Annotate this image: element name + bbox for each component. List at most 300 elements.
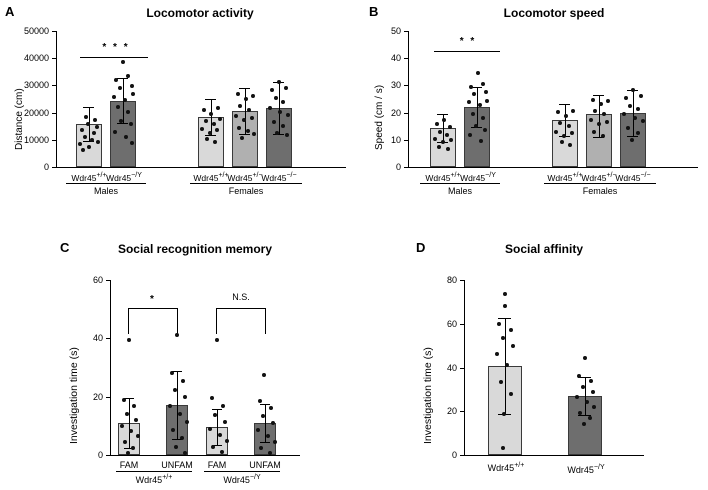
cat-label-sup: +/+ [514,462,525,469]
cat-label-sup: −/Y [485,172,496,179]
panel-b-tick [404,140,408,141]
panel-d-tick [460,368,464,369]
panel-d-ticklabel: 80 [446,275,457,285]
data-point [509,328,513,332]
data-point [503,304,507,308]
data-point [259,446,263,450]
panel-a-ticklabel: 50000 [23,26,49,36]
data-point [479,139,483,143]
errorbar-cap [117,123,128,124]
cat-label-wt [476,462,536,473]
data-point [204,119,208,123]
group-label-sup: +/+ [162,474,173,481]
panel-c-sig-tick [216,308,217,334]
data-point [261,414,265,418]
errorbar-cap [205,135,216,136]
data-point [564,114,568,118]
panel-c-tick [106,280,110,281]
errorbar-ko [585,377,586,415]
panel-a-tick [52,85,56,86]
group-label-females: Females [582,186,618,196]
panel-b-ticklabel: 30 [390,80,401,91]
panel-a-ticklabel: 40000 [23,53,49,64]
data-point [284,86,288,90]
cat-label-text: Wdr45 [261,172,287,183]
data-point [628,104,632,108]
errorbar-males-ko [477,87,478,127]
data-point [269,406,273,410]
data-point [240,136,244,140]
panel-c-tick [106,338,110,339]
data-point [178,412,182,416]
data-point [78,142,82,146]
data-point [208,427,212,431]
data-point [131,446,135,450]
data-point [641,119,645,123]
data-point [212,122,216,126]
panel-a-tick [52,31,56,32]
data-point [129,122,133,126]
data-point [448,125,452,129]
data-point [554,130,558,134]
errorbar-females-het [245,88,246,134]
data-point [583,356,587,360]
data-point [275,131,279,135]
panel-c-sig-tick [265,308,266,334]
panel-c-x-axis [110,455,300,456]
cat-label-sup: −/− [640,172,651,179]
panel-b-tick [404,31,408,32]
group-line-females [544,183,656,184]
panel-b [354,0,708,220]
panel-c-ticklabel: 20 [92,391,103,402]
data-point [270,88,274,92]
cat-label-text: Wdr45 [71,172,97,183]
panel-d-tick [460,280,464,281]
data-point [578,411,582,415]
data-point [121,60,125,64]
panel-c-ticklabel: 40 [92,333,103,344]
data-point [81,148,85,152]
group-label-males: Males [447,186,472,196]
panel-d-letter: D [416,240,426,255]
data-point [602,112,606,116]
group-line-females [190,183,302,184]
data-point [581,385,585,389]
data-point [277,80,281,84]
panel-d-ticklabel: 60 [446,318,457,329]
data-point [208,131,212,135]
data-point [567,124,571,128]
data-point [589,118,593,122]
panel-b-ticklabel: 20 [390,107,401,118]
data-point [438,130,442,134]
panel-b-ticklabel: 40 [390,53,401,64]
panel-d-y-axis [464,280,465,455]
data-point [437,145,441,149]
data-point [591,98,595,102]
data-point [571,109,575,113]
errorbar-cap [239,134,250,135]
cat-label-wt-unfam: UNFAM [161,460,193,470]
data-point [478,103,482,107]
data-point [495,352,499,356]
data-point [250,116,254,120]
cat-label-ko [556,464,616,475]
data-point [633,116,637,120]
data-point [183,395,187,399]
panel-d [354,232,708,490]
data-point [624,96,628,100]
data-point [449,138,453,142]
data-point [87,145,91,149]
panel-a-tick [52,167,56,168]
data-point [476,71,480,75]
group-label-males: Males [93,186,118,196]
errorbar-cap [260,404,270,405]
errorbar-cap [205,99,216,100]
cat-label-text: Wdr45 [193,172,219,183]
data-point [589,379,593,383]
cat-label-sup: −/Y [593,464,605,471]
data-point [225,439,229,443]
data-point [238,104,242,108]
panel-b-ticklabel: 50 [390,26,401,36]
group-label-ko [212,474,272,485]
panel-a-sig-label: * * * [102,42,130,53]
data-point [593,109,597,113]
data-point [126,451,130,455]
panel-c-ylabel: Investigation time (s) [68,347,80,444]
data-point [215,338,219,342]
cat-label-sup: +/+ [450,172,461,179]
panel-c-y-axis [110,280,111,455]
data-point [467,100,471,104]
data-point [474,124,478,128]
data-point [501,336,505,340]
panel-a-tick [52,113,56,114]
panel-a-ticklabel: 20000 [23,107,49,118]
panel-b-y-axis [408,31,409,167]
data-point [469,85,473,89]
data-point [213,413,217,417]
data-point [575,395,579,399]
data-point [592,405,596,409]
data-point [472,92,476,96]
data-point [95,125,99,129]
data-point [592,130,596,134]
data-point [560,140,564,144]
cat-label-text: Wdr45 [460,172,486,183]
panel-b-ticklabel: 0 [395,162,401,172]
data-point [180,436,184,440]
data-point [273,440,277,444]
data-point [471,112,475,116]
panel-c [0,232,354,490]
errorbar-females-ko [633,90,634,136]
cat-label-text: Wdr45 [615,172,641,183]
data-point [271,421,275,425]
data-point [286,113,290,117]
data-point [570,131,574,135]
data-point [258,399,262,403]
data-point [92,131,96,135]
data-point [129,429,133,433]
data-point [223,420,227,424]
data-point [130,84,134,88]
cat-label-sup: +/− [252,172,263,179]
data-point [220,450,224,454]
data-point [272,120,276,124]
data-point [445,133,449,137]
panel-a-sig-bar [80,57,148,58]
data-point [281,124,285,128]
data-point [136,434,140,438]
data-point [274,96,278,100]
data-point [591,390,595,394]
data-point [251,94,255,98]
panel-a-tick [52,140,56,141]
panel-c-sig-label-wt: * [150,294,156,305]
data-point [124,135,128,139]
data-point [132,404,136,408]
data-point [123,440,127,444]
data-point [605,120,609,124]
data-point [216,106,220,110]
panel-c-tick [106,455,110,456]
panel-d-tick [460,324,464,325]
data-point [127,338,131,342]
cat-label-females-ko [605,172,661,183]
group-label-sup: −/Y [249,474,261,481]
panel-b-tick [404,85,408,86]
data-point [210,396,214,400]
data-point [446,147,450,151]
data-point [599,102,603,106]
panel-c-sig-tick [177,308,178,334]
panel-d-ticklabel: 40 [446,362,457,373]
errorbar-females-wt [565,104,566,136]
data-point [123,98,127,102]
data-point [285,133,289,137]
data-point [639,94,643,98]
panel-b-tick [404,58,408,59]
data-point [281,100,285,104]
cat-label-ko-fam: FAM [207,460,227,470]
data-point [119,119,123,123]
group-label-text: Wdr45 [223,475,250,485]
group-line-ko [204,471,280,472]
data-point [485,99,489,103]
data-point [130,141,134,145]
data-point [200,127,204,131]
data-point [435,122,439,126]
data-point [113,130,117,134]
data-point [126,74,130,78]
data-point [244,97,248,101]
data-point [171,428,175,432]
data-point [122,398,126,402]
data-point [174,445,178,449]
panel-b-tick [404,113,408,114]
cat-label-ko-unfam: UNFAM [249,460,281,470]
data-point [630,138,634,142]
cat-label-sup: +/− [606,172,617,179]
data-point [114,78,118,82]
errorbar-cap [593,95,604,96]
panel-d-x-axis [464,455,644,456]
cat-label-males-ko [450,172,506,183]
panel-a-tick [52,58,56,59]
data-point [86,122,90,126]
panel-b-letter: B [369,4,379,19]
data-point [236,92,240,96]
data-point [126,110,130,114]
panel-c-ticklabel: 60 [92,275,103,285]
errorbar-cap [498,318,511,319]
group-label-females: Females [228,186,264,196]
data-point [185,420,189,424]
data-point [262,373,266,377]
data-point [112,95,116,99]
data-point [483,128,487,132]
data-point [433,137,437,141]
errorbar-cap [559,104,570,105]
data-point [256,428,260,432]
data-point [484,90,488,94]
errorbar-cap [239,88,250,89]
panel-c-sig-label-ko: N.S. [232,292,250,302]
data-point [118,86,122,90]
cat-label-text: Wdr45 [106,172,132,183]
data-point [577,374,581,378]
data-point [636,131,640,135]
group-label-text: Wdr45 [135,475,163,485]
panel-c-tick [106,397,110,398]
data-point [90,138,94,142]
cat-label-sup: +/+ [572,172,583,179]
data-point [234,114,238,118]
errorbar-females-ko [279,82,280,134]
cat-label-females-ko [251,172,307,183]
errorbar-cap [83,107,94,108]
panel-c-sig-bar-wt [128,308,178,309]
panel-c-letter: C [60,240,70,255]
data-point [499,380,503,384]
panel-c-title: Social recognition memory [117,242,273,256]
panel-b-ticklabel: 10 [390,134,401,145]
data-point [582,422,586,426]
data-point [501,446,505,450]
panel-a-x-axis [56,167,346,168]
data-point [441,140,445,144]
panel-b-sig-label: * * [459,36,477,47]
data-point [120,424,124,428]
cat-label-wt-fam: FAM [119,460,139,470]
data-point [209,112,213,116]
group-line-males [66,183,146,184]
data-point [96,140,100,144]
data-point [125,412,129,416]
data-point [558,121,562,125]
data-point [83,135,87,139]
data-point [131,92,135,96]
data-point [116,105,120,109]
panel-a-letter: A [5,4,15,19]
data-point [268,106,272,110]
cat-label-text: Wdr45 [227,172,253,183]
data-point [218,433,222,437]
panel-c-ticklabel: 0 [97,450,103,460]
errorbar-cap [212,409,222,410]
data-point [468,133,472,137]
group-line-males [420,183,500,184]
data-point [246,129,250,133]
cat-label-males-ko [96,172,152,183]
errorbar-cap [437,114,448,115]
data-point [497,322,501,326]
data-point [93,118,97,122]
cat-label-sup: −/Y [131,172,142,179]
errorbar-females-wt [211,99,212,135]
data-point [481,82,485,86]
cat-label-sup: +/+ [218,172,229,179]
data-point [585,400,589,404]
data-point [268,451,272,455]
data-point [568,143,572,147]
data-point [588,416,592,420]
data-point [175,333,179,337]
data-point [481,116,485,120]
data-point [502,412,506,416]
data-point [247,108,251,112]
cat-label-sup: −/− [286,172,297,179]
panel-b-tick [404,167,408,168]
panel-a [0,0,354,220]
data-point [205,137,209,141]
data-point [181,379,185,383]
panel-b-title: Locomotor speed [503,6,605,20]
data-point [221,404,225,408]
data-point [215,128,219,132]
panel-d-ylabel: Investigation time (s) [422,347,434,444]
panel-d-tick [460,411,464,412]
cat-label-text: Wdr45 [581,172,607,183]
cat-label-text: Wdr45 [487,463,515,473]
data-point [626,126,630,130]
cat-label-text: Wdr45 [567,465,594,475]
data-point [202,108,206,112]
panel-a-ticklabel: 30000 [23,80,49,91]
data-point [213,140,217,144]
errorbar-wt-unfam [177,371,178,439]
data-point [509,392,513,396]
data-point [211,445,215,449]
group-line-wt [116,471,192,472]
panel-b-ylabel: Speed (cm / s) [374,84,385,150]
cat-label-text: Wdr45 [425,172,451,183]
data-point [601,134,605,138]
data-point [556,110,560,114]
data-point [503,292,507,296]
panel-d-ticklabel: 20 [446,406,457,417]
data-point [218,117,222,121]
data-point [266,434,270,438]
panel-b-sig-bar [434,51,500,52]
panel-a-ticklabel: 10000 [23,134,49,145]
panel-a-title: Locomotor activity [146,6,254,20]
group-label-wt [124,474,184,485]
